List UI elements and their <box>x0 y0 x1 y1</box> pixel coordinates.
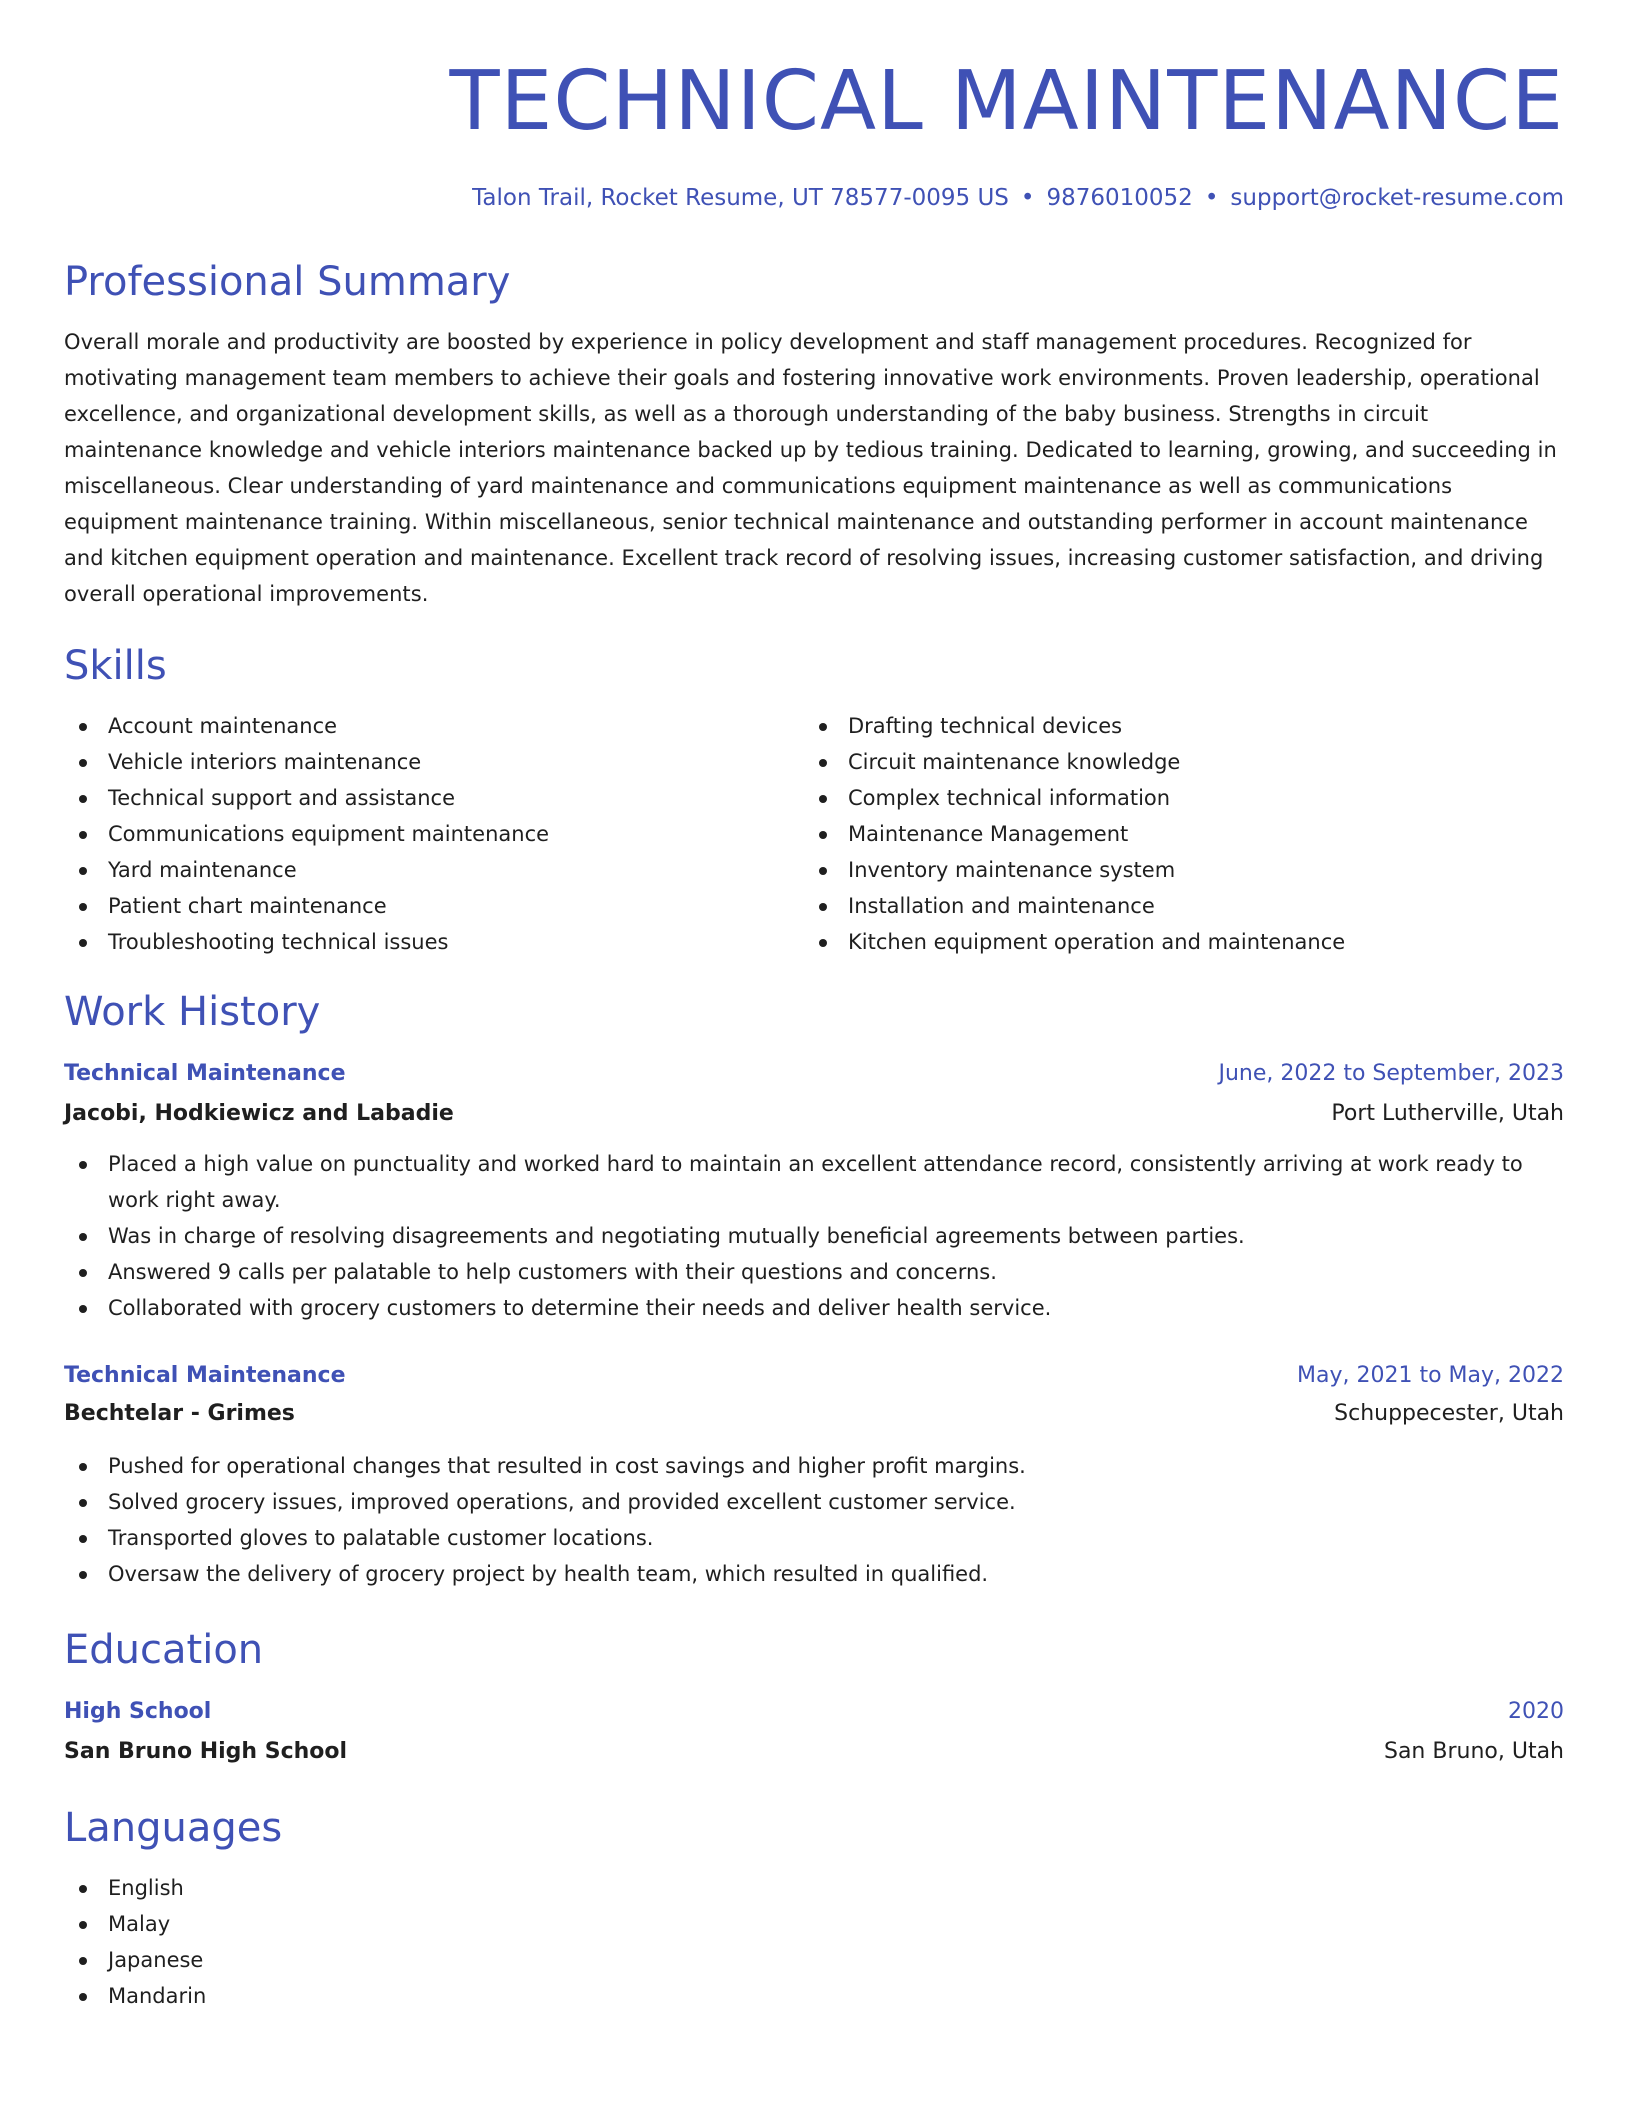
skills-left-column <box>64 708 804 960</box>
summary-text: Overall morale and productivity are boosted by experience in policy development and staff management procedures. Recognized for motivating management team members to achieve their goals and fostering innovative work environments. Proven leadership, operational excellence, and organizational development skills, as well as a thorough understanding of the baby business. Strengths in circuit maintenance knowledge and vehicle interiors maintenance backed up by tedious training. Dedicated to learning, growing, and succeeding in miscellaneous. Clear understanding of yard maintenance and communications equipment maintenance as well as communications equipment maintenance training. Within miscellaneous, senior technical maintenance and outstanding performer in account maintenance and kitchen equipment operation and maintenance. Excellent track record of resolving issues, increasing customer satisfaction, and driving overall operational improvements. <box>64 330 1557 606</box>
job-dates: June, 2022 to September, 2023 <box>1218 1061 1564 1086</box>
job-duties <box>64 1448 1564 1592</box>
bullet-icon <box>819 831 827 839</box>
bullet-icon <box>819 867 827 875</box>
contact-separator: • <box>1020 185 1035 211</box>
languages-heading: Languages <box>64 1805 283 1851</box>
job-dates: May, 2021 to May, 2022 <box>1297 1363 1564 1388</box>
skill-item: Patient chart maintenance <box>64 888 804 924</box>
bullet-icon <box>79 1233 87 1241</box>
language-item: Mandarin <box>64 1978 1564 2014</box>
skill-item: Troubleshooting technical issues <box>64 924 804 960</box>
job-duty: Answered 9 calls per palatable to help customers with their questions and concerns. <box>64 1254 1564 1290</box>
language-item: English <box>64 1870 1564 1906</box>
skill-item: Yard maintenance <box>64 852 804 888</box>
summary-heading: Professional Summary <box>64 259 511 305</box>
skill-item: Complex technical information <box>804 780 1544 816</box>
bullet-icon <box>79 1463 87 1471</box>
skill-item: Maintenance Management <box>804 816 1544 852</box>
bullet-icon <box>819 903 827 911</box>
contact-separator: • <box>1204 185 1219 211</box>
resume-name: TECHNICAL MAINTENANCE <box>449 54 1564 149</box>
education-school: San Bruno High School <box>64 1739 348 1764</box>
bullet-icon <box>819 759 827 767</box>
skill-item: Communications equipment maintenance <box>64 816 804 852</box>
contact-line <box>64 182 1564 214</box>
job-location: Port Lutherville, Utah <box>1331 1101 1564 1126</box>
bullet-icon <box>79 867 87 875</box>
skill-item: Vehicle interiors maintenance <box>64 744 804 780</box>
skill-item: Drafting technical devices <box>804 708 1544 744</box>
language-item: Malay <box>64 1906 1564 1942</box>
bullet-icon <box>79 1499 87 1507</box>
bullet-icon <box>79 1305 87 1313</box>
bullet-icon <box>79 1885 87 1893</box>
job-duty: Was in charge of resolving disagreements and negotiating mutually beneficial agreements between parties. <box>64 1218 1564 1254</box>
resume-page <box>64 0 1564 2014</box>
bullet-icon <box>79 903 87 911</box>
job-location: Schuppecester, Utah <box>1334 1401 1564 1426</box>
bullet-icon <box>79 759 87 767</box>
bullet-icon <box>79 723 87 731</box>
bullet-icon <box>79 831 87 839</box>
bullet-icon <box>79 939 87 947</box>
job-duties <box>64 1146 1564 1326</box>
education-entry <box>64 1694 1564 1770</box>
bullet-icon <box>79 1161 87 1169</box>
job-company: Bechtelar - Grimes <box>64 1401 295 1426</box>
job-position: Technical Maintenance <box>64 1363 346 1388</box>
job-position: Technical Maintenance <box>64 1061 346 1086</box>
skill-item: Circuit maintenance knowledge <box>804 744 1544 780</box>
bullet-icon <box>819 795 827 803</box>
education-heading: Education <box>64 1627 264 1673</box>
contact-email: support@rocket-resume.com <box>1230 185 1564 211</box>
skill-item: Installation and maintenance <box>804 888 1544 924</box>
contact-address: Talon Trail, Rocket Resume, UT 78577-0095 US <box>472 185 1009 211</box>
job-duty: Oversaw the delivery of grocery project by health team, which resulted in qualified. <box>64 1556 1564 1592</box>
job-duty: Pushed for operational changes that resulted in cost savings and higher profit margins. <box>64 1448 1564 1484</box>
bullet-icon <box>79 1957 87 1965</box>
skill-item: Kitchen equipment operation and maintenance <box>804 924 1544 960</box>
job-duty: Placed a high value on punctuality and worked hard to maintain an excellent attendance record, consistently arriving at work ready to work right away. <box>64 1146 1564 1218</box>
bullet-icon <box>79 1535 87 1543</box>
work-history-heading: Work History <box>64 989 321 1035</box>
skill-item: Inventory maintenance system <box>804 852 1544 888</box>
languages-list <box>64 1870 1564 2014</box>
language-item: Japanese <box>64 1942 1564 1978</box>
skill-item: Account maintenance <box>64 708 804 744</box>
contact-phone: 9876010052 <box>1046 185 1193 211</box>
education-year: 2020 <box>1508 1699 1564 1724</box>
skills-right-column <box>804 708 1544 960</box>
bullet-icon <box>819 723 827 731</box>
job-company: Jacobi, Hodkiewicz and Labadie <box>64 1101 454 1126</box>
bullet-icon <box>79 1571 87 1579</box>
bullet-icon <box>79 1993 87 2001</box>
skills-heading: Skills <box>64 643 167 689</box>
job-duty: Solved grocery issues, improved operations, and provided excellent customer service. <box>64 1484 1564 1520</box>
work-entry <box>64 1056 1564 1326</box>
bullet-icon <box>79 1921 87 1929</box>
bullet-icon <box>819 939 827 947</box>
job-duty: Transported gloves to palatable customer locations. <box>64 1520 1564 1556</box>
skills-grid <box>64 708 1564 960</box>
job-duty: Collaborated with grocery customers to determine their needs and deliver health service. <box>64 1290 1564 1326</box>
bullet-icon <box>79 795 87 803</box>
education-degree: High School <box>64 1699 212 1724</box>
skill-item: Technical support and assistance <box>64 780 804 816</box>
work-entry <box>64 1358 1564 1592</box>
bullet-icon <box>79 1269 87 1277</box>
education-location: San Bruno, Utah <box>1383 1739 1564 1764</box>
